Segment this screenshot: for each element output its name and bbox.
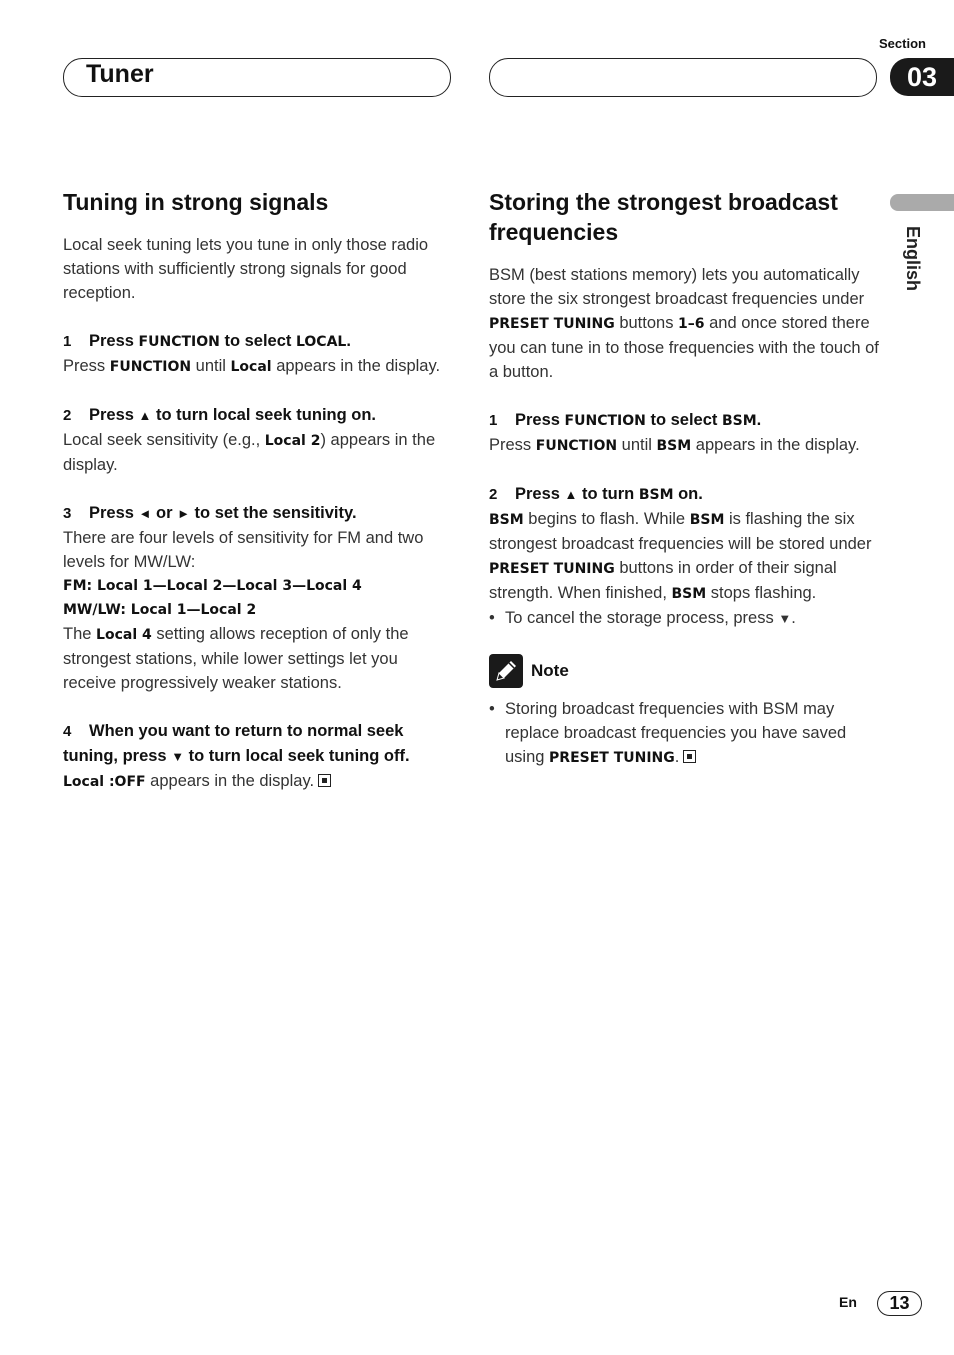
right-intro: BSM (best stations memory) lets you automatically store the six strongest broadcast frequencies under PRESET TUNING buttons 1–6 and once stored there you can tune in to those frequencies with the touch of a button.	[489, 266, 879, 381]
language-tab-bar	[890, 194, 954, 211]
right-step-2: 2 Press ▲ to turn BSM on.	[489, 485, 703, 503]
left-intro: Local seek tuning lets you tune in only those radio stations with sufficiently strong signals for good reception.	[63, 236, 429, 302]
end-of-section-icon	[318, 774, 331, 787]
page-title: Tuner	[86, 60, 154, 88]
right-column	[489, 187, 881, 770]
down-arrow-icon: ▼	[778, 611, 792, 626]
left-heading: Tuning in strong signals	[63, 189, 329, 215]
left-step-2-body: Local seek sensitivity (e.g., Local 2) appears in the display.	[63, 431, 436, 474]
fm-levels: FM: Local 1—Local 2—Local 3—Local 4	[63, 578, 362, 594]
note-bullet: • Storing broadcast frequencies with BSM may replace broadcast frequencies you have saved using PRESET TUNING.	[489, 700, 847, 766]
page-number: 13	[877, 1291, 922, 1316]
right-step-2-body: BSM begins to flash. While BSM is flashing the six strongest broadcast frequencies will be stored under PRESET TUNING buttons in order of their signal strength. When finished, BSM stops flashing.	[489, 510, 872, 602]
right-heading: Storing the strongest broadcast frequencies	[489, 189, 838, 245]
left-step-1: 1 Press FUNCTION to select LOCAL.	[63, 332, 351, 350]
left-column	[63, 187, 455, 794]
up-arrow-icon: ▲	[138, 408, 152, 423]
footer-language: En	[839, 1294, 857, 1310]
left-step-1-body: Press FUNCTION until Local appears in the display.	[63, 357, 441, 375]
note-header	[489, 651, 881, 691]
end-of-section-icon	[683, 750, 696, 763]
header-right-frame	[489, 58, 877, 97]
language-tab: English	[903, 226, 923, 292]
left-arrow-icon: ◄	[138, 506, 152, 521]
left-step-2: 2 Press ▲ to turn local seek tuning on.	[63, 406, 377, 424]
up-arrow-icon: ▲	[564, 487, 578, 502]
left-step-3: 3 Press ◄ or ► to set the sensitivity.	[63, 504, 357, 522]
mwlw-levels: MW/LW: Local 1—Local 2	[63, 602, 257, 618]
right-step-1: 1 Press FUNCTION to select BSM.	[489, 411, 762, 429]
left-step-4: 4 When you want to return to normal seek tuning, press ▼ to turn local seek tuning off.	[63, 722, 410, 765]
right-step-1-body: Press FUNCTION until BSM appears in the display.	[489, 436, 860, 454]
note-title: Note	[531, 661, 569, 680]
left-step-3-body: There are four levels of sensitivity for FM and two levels for MW/LW:	[63, 529, 424, 571]
pencil-icon	[489, 654, 523, 688]
cancel-bullet: • To cancel the storage process, press ▼.	[489, 609, 796, 627]
right-arrow-icon: ►	[177, 506, 190, 521]
down-arrow-icon: ▼	[171, 749, 185, 764]
left-step-3-body-2: The Local 4 setting allows reception of only the strongest stations, while lower settings let you receive progressively weaker stations.	[63, 625, 409, 692]
section-label: Section	[879, 36, 926, 51]
left-step-4-body: Local :OFF appears in the display.	[63, 769, 455, 794]
section-number: 03	[890, 58, 954, 96]
